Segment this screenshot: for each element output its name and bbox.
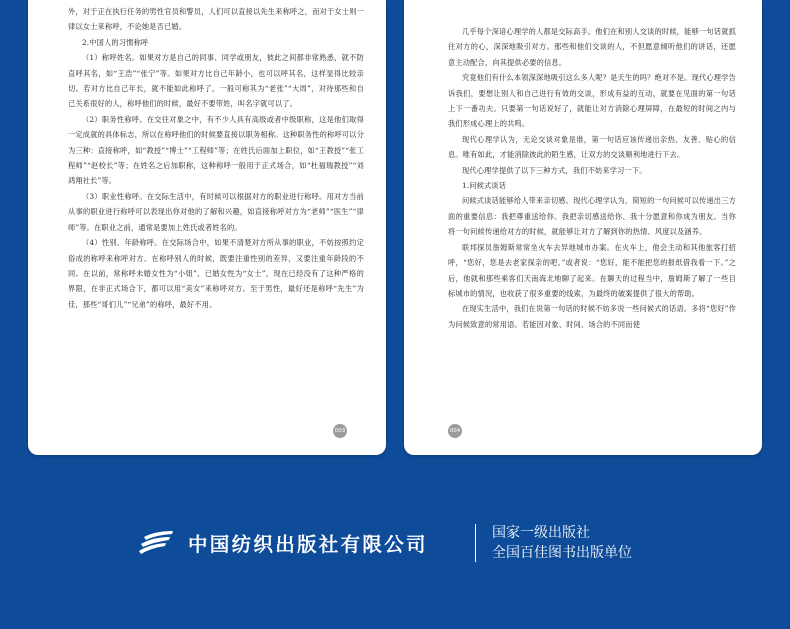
body-paragraph: 2.中国人的习惯称呼 [82,37,149,47]
publisher-tagline-award: 全国百佳图书出版单位 [492,545,632,561]
body-paragraph: 究竟他们有什么本领深深地吸引这么多人呢？是天生的吗？绝对不是。现代心理学告诉我们，要想让别人和自己进行有效的交谈，形成有益的互动，就要在见面的第一句话上下一番功夫。只要第一句话说好了，就能让对方消除心理屏障，在最短的时间之内与我们形成心理上的共鸣。 [448,73,736,129]
publisher-name: 中国纺织出版社有限公司 [188,533,428,556]
body-paragraph: 几乎每个深谙心理学的人都是交际高手。他们在和别人交谈的时候，能够一句话就抓住对方的心，深深地吸引对方。那些和他们交谈的人，不但愿意倾听他们的讲话，还愿意主动配合，向其提供必要的信息。 [448,27,736,67]
publisher-tagline-national: 国家一级出版社 [492,525,590,541]
right-page-text [448,24,736,332]
right-book-page [404,0,762,455]
body-paragraph: （1）称呼姓名。如果对方是自己的同事、同学或朋友，彼此之间都非常熟悉，就不防直呼其名，如“王浩”“张宁”等。如果对方比自己年龄小，也可以呼其名，这样显得比较亲切。若对方比自己年长，就不能如此称呼了，一般可称其为“老张”“大周”，对待那些和自己关系很好的人，称呼他们的时候，最好不要带姓，叫名字就可以了。 [68,53,364,109]
body-paragraph: （3）职业性称呼。在交际生活中，有时候可以根据对方的职业进行称呼。用对方当前从事的职业进行称呼可以表现出你对他的了解和兴趣，如直接称呼对方为“老师”“医生”“律师”等。在职业之前，通常是要加上姓氏或者姓名的。 [68,191,364,232]
publisher-footer [0,520,790,568]
left-page-text [68,4,364,312]
body-paragraph: 1.问候式谈话 [462,181,507,191]
body-paragraph: 问候式谈话能够给人带来亲切感。现代心理学认为，简短的一句问候可以传递出三方面的重要信息：我把尊重送给你、我把亲切感送给你、我十分愿意和你成为朋友。当你将一句问候传递给对方的时候，就能够让对方了解到你的热情、风度以及涵养。 [448,196,736,237]
page-number-right: 004 [448,424,462,438]
body-paragraph: 现代心理学认为，无论交谈对象是谁，第一句话应该传递出亲热、友善、贴心的信息。唯有如此，才能消除彼此的陌生感，让双方的交谈顺利地进行下去。 [448,134,736,160]
footer-divider [475,524,476,562]
body-paragraph: （4）性别、年龄称呼。在交际场合中，如果不清楚对方所从事的职业，不妨按照约定俗成的称呼来称呼对方。在称呼别人的时候，既要注重性别的差异，又要注重年龄段的不同。在以前，常称呼未婚女性为“小姐”、已婚女性为“女士”，现在已经没有了这种严格的界限，在非正式场合下，都可以用“美女”来称呼对方。至于男性，最好还是称呼“先生”为佳，那些“哥们儿”“兄弟”的称呼，最好不用。 [68,238,364,309]
body-paragraph: 联邦探员詹姆斯常常坐火车去异地城市办案。在火车上，他会主动和其他旅客打招呼，“您好，您是去老家探亲的吧。”或者说：“您好，能不能把您的报纸借我看一下。”之后，他就和那些乘客们天南海北地聊了起来。在聊天的过程当中，詹姆斯了解了一些目标城市的情况，也收获了很多重要的线索，为最终的破案提供了很大的帮助。 [448,242,736,298]
body-paragraph: （2）职务性称呼。在交往对象之中，有不少人具有高级或者中级职称，这是他们取得一定成就的具体标志，所以在称呼他们的时候要直接以职务相称。这种职务性的称呼可以分为三种：直接称呼，如“教授”“博士”“工程师”等；在姓氏后面加上职位，如“王教授”“张工程师”“赵校长”等；在姓名之后加职称，这种称呼一般用于正式场合，如“杜福瑞教授”“刘鸿翔社长”等。 [68,114,364,186]
body-paragraph: 在现实生活中，我们在说第一句话的时候不妨多说一些问候式的话语。多将“您好”作为问候致意的常用语。若能因对象、时间、场合的不同而使 [448,304,736,329]
left-book-page [28,0,386,455]
publisher-logo-icon [138,528,176,556]
body-paragraph: 外，对于正在执行任务的男性官员和警员，人们可以直接以先生来称呼之，而对于女士则一律以女士来称呼，不论她是否已婚。 [68,7,364,32]
page-number-left: 003 [333,424,347,438]
body-paragraph: 现代心理学提供了以下三种方式，我们不妨来学习一下。 [462,165,647,175]
